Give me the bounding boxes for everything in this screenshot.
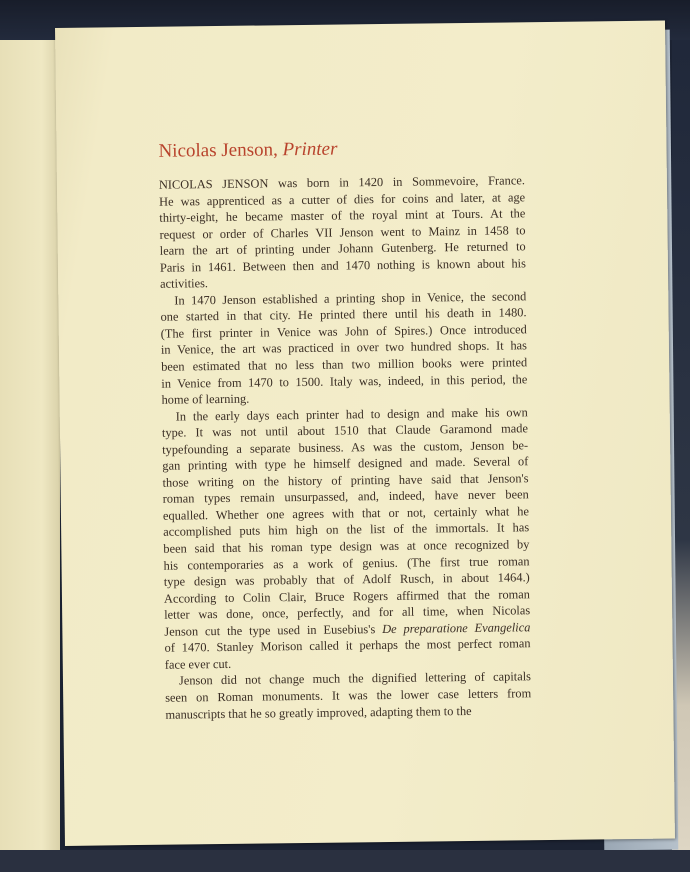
text-line: In 1470 Jenson established a printing shop in Venice, the second xyxy=(174,289,527,308)
text-line: Jenson did not change much the dignified lettering of capitals xyxy=(178,669,532,688)
text-line: learn the art of printing under Johann Gutenberg. He returned to xyxy=(159,239,526,258)
text-line: seen on Roman monuments. It was the lower case letters from xyxy=(165,686,532,705)
text-line: roman types remain unsurpassed, and, indeed, have never been xyxy=(162,487,529,507)
book-title: De preparatione Evangelica xyxy=(382,620,531,636)
text-line: gan printing with type he himself designed and made. Several of xyxy=(162,454,529,474)
title-subtitle: Printer xyxy=(282,138,338,161)
text-line: manuscripts that he so greatly improved, adapting them to the xyxy=(165,703,472,722)
text-line: been said that his roman type design was at once recognized by xyxy=(163,537,530,556)
title-name: Nicolas Jenson, xyxy=(158,139,278,162)
text-line: thirty-eight, he became master of the royal mint at Tours. At the xyxy=(159,206,526,225)
text-line: In the early days each printer had to design and make his own xyxy=(175,404,528,424)
text-line: home of learning. xyxy=(161,391,250,407)
text-line: letter was done, once, perfectly, and for all time, when Nicolas xyxy=(164,603,531,622)
left-page xyxy=(0,40,60,855)
table-surface xyxy=(0,850,690,872)
text-line: those writing on the history of printing have said that Jenson's xyxy=(162,471,529,490)
text-line: type. It was not until about 1510 that Claude Garamond made xyxy=(161,421,529,440)
text-line: activities. xyxy=(160,276,209,292)
text-line: in Venice, the art was practiced in over two hundred shops. It has xyxy=(160,338,528,358)
text-line: accomplished puts him high on the list of the immortals. It has xyxy=(163,520,530,540)
text-line: in Venice from 1470 to 1500. Italy was, indeed, in this period, the xyxy=(161,371,528,391)
text-line: According to Colin Clair, Bruce Rogers affirmed that the roman xyxy=(163,586,531,606)
text-line: of 1470. Stanley Morison called it perhaps the most perfect roman xyxy=(164,636,531,656)
text-line: request or order of Charles VII Jenson went to Mainz in 1458 to xyxy=(159,222,526,242)
text-line: typefounding a separate business. As was the custom, Jenson be- xyxy=(162,438,529,457)
body-text xyxy=(159,172,532,722)
text-line: face ever cut. xyxy=(164,656,232,672)
book-page xyxy=(55,21,675,846)
text-line: type design was probably that of Adolf Rusch, in about 1464.) xyxy=(163,570,530,589)
page-title xyxy=(158,139,337,163)
text-line: (The first printer in Venice was John of Spires.) Once introduced xyxy=(160,322,527,341)
text-line: He was apprenticed as a cutter of dies for coins and later, at age xyxy=(159,189,526,209)
text-line: one started in that city. He printed there until his death in 1480. xyxy=(160,305,527,325)
text-run: Jenson cut the type used in Eusebius's xyxy=(164,621,383,639)
text-line: equalled. Whether one agrees with that or not, certainly what he xyxy=(162,504,530,523)
text-line: his contemporaries as a work of genius. (The first true roman xyxy=(163,553,530,573)
text-line: Paris in 1461. Between then and 1470 nothing is known about his xyxy=(159,255,526,275)
text-line: been estimated that no less than two million books were printed xyxy=(161,355,528,374)
text-line: NICOLAS JENSON was born in 1420 in Sommevoire, France. xyxy=(158,173,525,192)
